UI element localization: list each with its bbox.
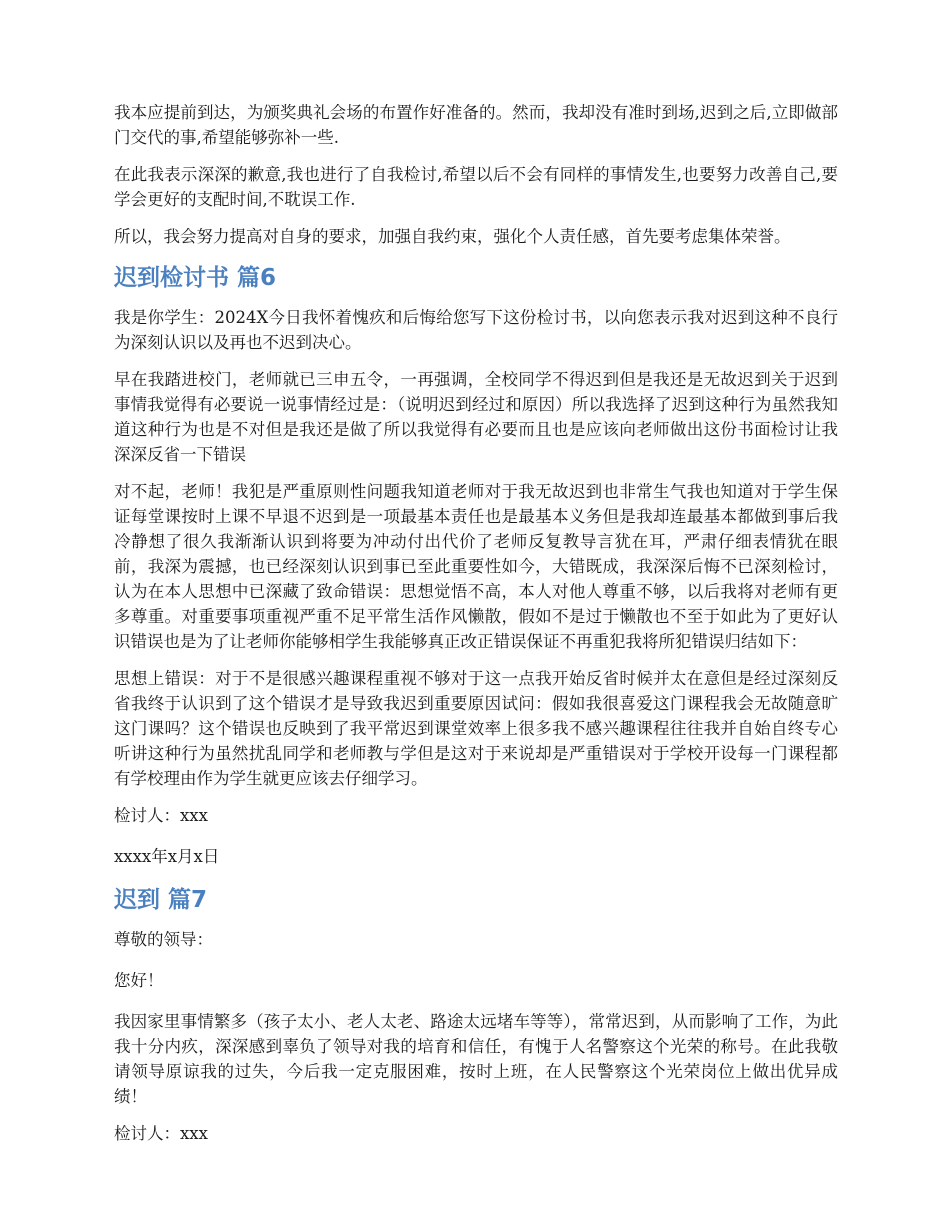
paragraph: 在此我表示深深的歉意,我也进行了自我检讨,希望以后不会有同样的事情发生,也要努力改善自己,要学会更好的支配时间,不耽误工作. [114, 165, 838, 209]
signature-line: 检讨人：xxx [114, 806, 208, 825]
signature-line: 检讨人：xxx [114, 1124, 208, 1143]
greeting: 您好！ [114, 971, 164, 990]
salutation: 尊敬的领导： [114, 930, 213, 949]
document-page [114, 100, 838, 1162]
paragraph: 思想上错误：对于不是很感兴趣课程重视不够对于这一点我开始反省时候并太在意但是经过深刻反省我终于认识到了这个错误才是导致我迟到重要原因试问：假如我很喜爱这门课程我会无故随意旷这门课吗？这个错误也反映到了我平常迟到课堂效率上很多我不感兴趣课程往往我并自始自终专心听讲这种行为虽然扰乱同学和老师教与学但是这对于来说却是严重错误对于学校开设每一门课程都有学校理由作为学生就更应该去仔细学习。 [114, 669, 838, 788]
paragraph: 我因家里事情繁多（孩子太小、老人太老、路途太远堵车等等），常常迟到，从而影响了工作，为此我十分内疚，深深感到辜负了领导对我的培育和信任，有愧于人名警察这个光荣的称号。在此我敬请领导原谅我的过失，今后我一定克服困难，按时上班，在人民警察这个光荣岗位上做出优异成绩！ [114, 1012, 838, 1106]
paragraph: 早在我踏进校门，老师就已三申五令，一再强调，全校同学不得迟到但是我还是无故迟到关于迟到事情我觉得有必要说一说事情经过是：（说明迟到经过和原因）所以我选择了迟到这种行为虽然我知道这种行为也是不对但是我还是做了所以我觉得有必要而且也是应该向老师做出这份书面检讨让我深深反省一下错误 [114, 370, 838, 464]
paragraph: 所以，我会努力提高对自身的要求，加强自我约束，强化个人责任感，首先要考虑集体荣誉。 [114, 227, 791, 246]
paragraph: 对不起，老师！我犯是严重原则性问题我知道老师对于我无故迟到也非常生气我也知道对于学生保证每堂课按时上课不早退不迟到是一项最基本责任也是最基本义务但是我却连最基本都做到事后我冷静想了很久我渐渐认识到将要为冲动付出代价了老师反复教导言犹在耳，严肃仔细表情犹在眼前，我深为震撼，也已经深刻认识到事已至此重要性如今，大错既成，我深深后悔不已深刻检讨，认为在本人思想中已深藏了致命错误：思想觉悟不高，本人对他人尊重不够，以后我将对老师有更多尊重。对重要事项重视严重不足平常生活作风懒散，假如不是过于懒散也不至于如此为了更好认识错误也是为了让老师你能够相学生我能够真正改正错误保证不再重犯我将所犯错误归结如下： [114, 482, 838, 651]
section-heading: 迟到检讨书 篇6 [114, 265, 277, 291]
date-line: xxxx年x月x日 [114, 847, 220, 866]
paragraph: 我是你学生：2024X今日我怀着愧疚和后悔给您写下这份检讨书，以向您表示我对迟到这种不良行为深刻认识以及再也不迟到决心。 [114, 308, 838, 352]
section-heading: 迟到 篇7 [114, 887, 208, 913]
paragraph: 我本应提前到达，为颁奖典礼会场的布置作好准备的。然而，我却没有准时到场,迟到之后,立即做部门交代的事,希望能够弥补一些. [114, 103, 838, 147]
